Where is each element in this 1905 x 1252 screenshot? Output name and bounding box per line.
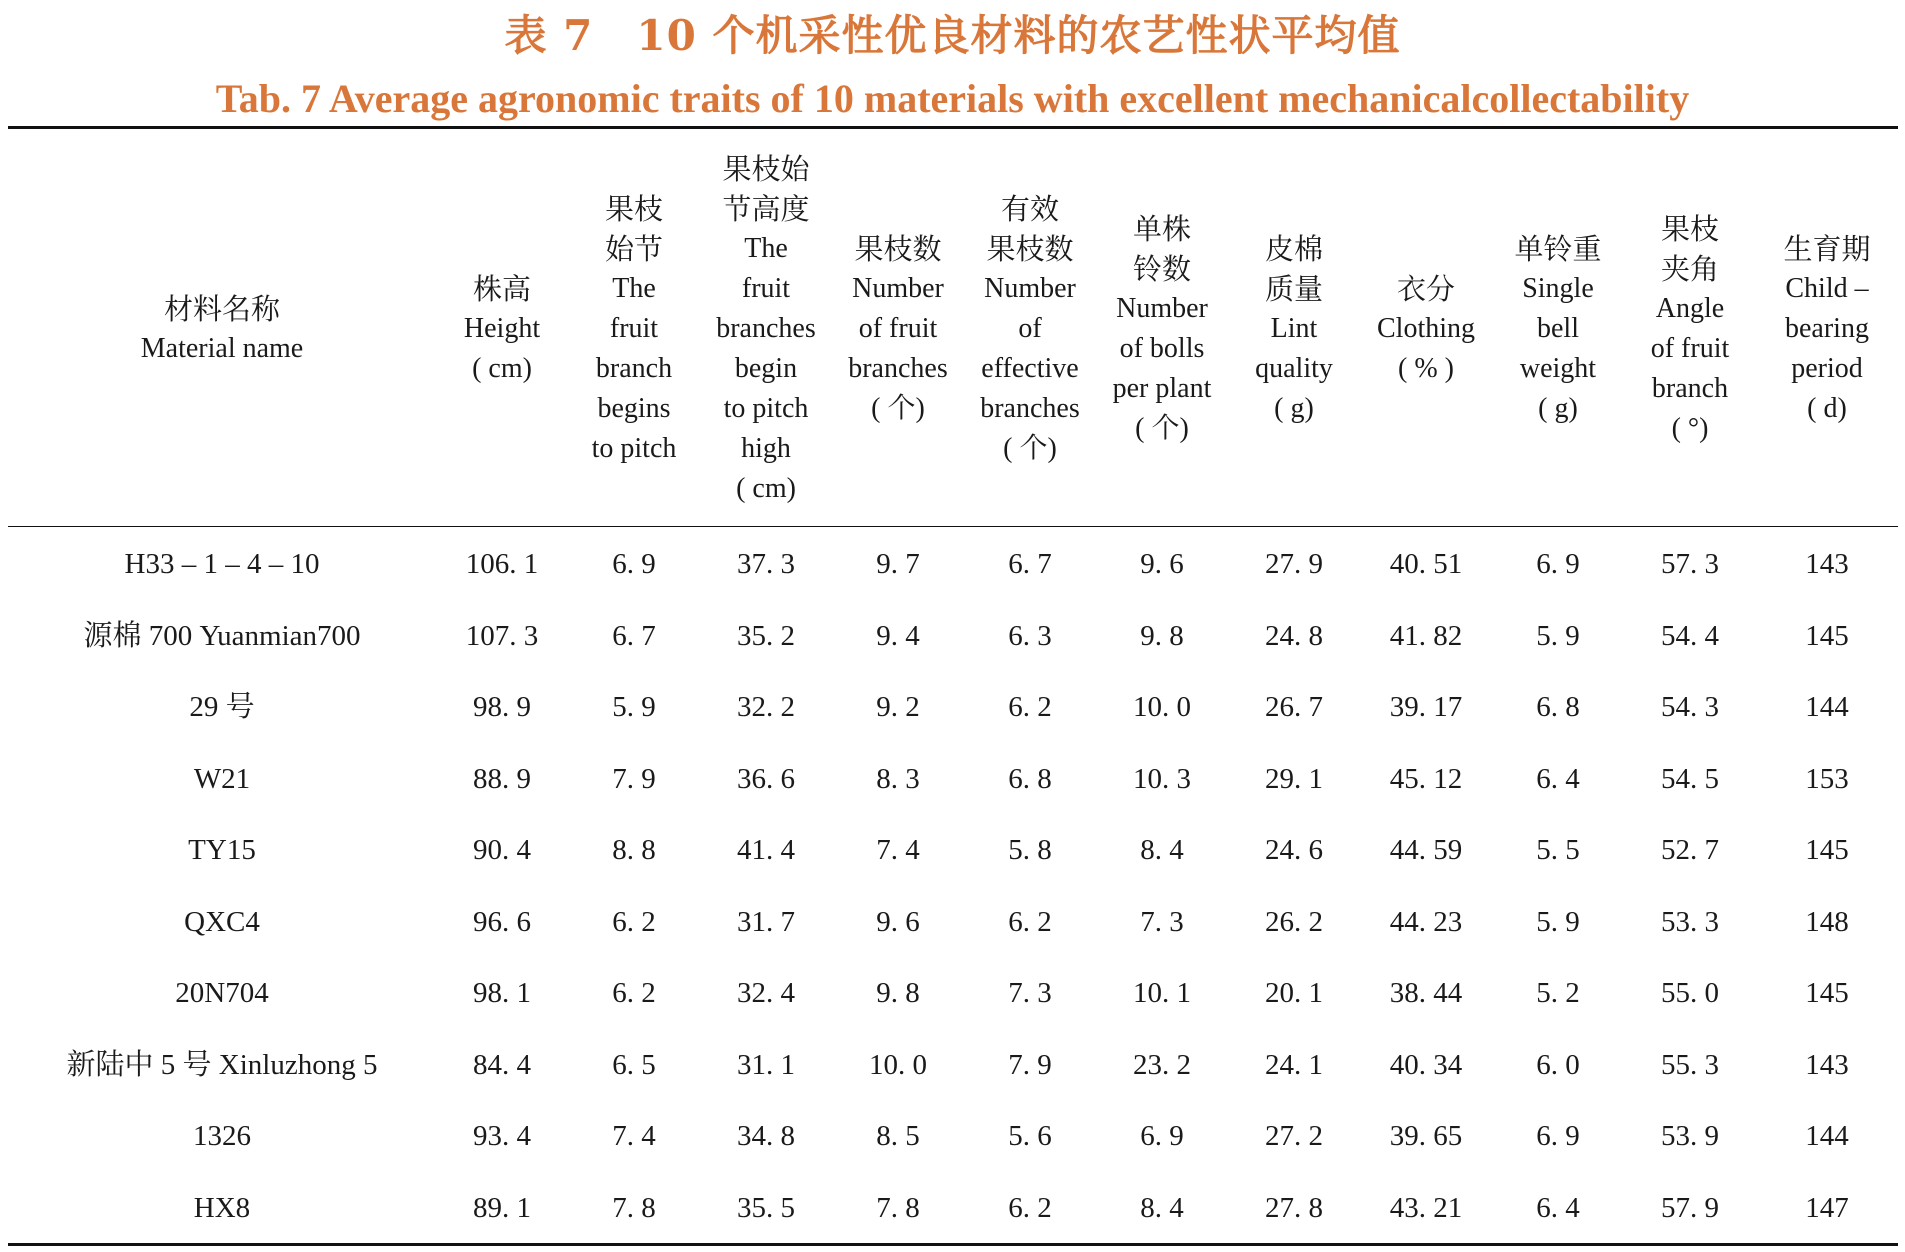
table-cell: 6. 7 — [612, 619, 656, 652]
table-cell: 9. 8 — [876, 977, 920, 1009]
table-cell: 54. 3 — [1661, 691, 1719, 723]
header-first-node-height — [700, 136, 832, 522]
header-first-fruit-node-en: The fruit branch begins to pitch — [591, 273, 677, 464]
table-cell: 6. 9 — [1140, 1120, 1184, 1152]
table-cell: 27. 2 — [1265, 1120, 1323, 1152]
table-row — [8, 600, 1898, 672]
header-first-node-height-cn: 果枝始 节高度 — [722, 152, 810, 226]
table-cell: 5. 2 — [1536, 977, 1580, 1009]
table-cell: 53. 3 — [1661, 905, 1719, 938]
table-cell: 57. 9 — [1661, 1191, 1719, 1224]
table-cell: 6. 2 — [612, 905, 656, 938]
header-fruit-branches-en: Number of fruit branches ( 个) — [848, 273, 948, 424]
table-cell: 31. 1 — [737, 1048, 795, 1081]
table-cell: 31. 7 — [737, 905, 795, 938]
table-cell: 41. 4 — [737, 834, 795, 866]
header-single-bell-weight-en: Single bell weight ( g) — [1519, 273, 1597, 424]
table-cell: 27. 9 — [1265, 548, 1323, 580]
table-cell: 7. 4 — [876, 834, 920, 866]
table-bottom-rule — [8, 1243, 1898, 1246]
table-cell: 45. 12 — [1389, 762, 1463, 795]
table-cell: 6. 7 — [1008, 548, 1052, 580]
table-cell: 44. 59 — [1389, 834, 1463, 866]
table-cell: 5. 9 — [1536, 905, 1580, 938]
table-cell: 40. 34 — [1389, 1048, 1463, 1081]
table-cell: 39. 65 — [1389, 1120, 1463, 1152]
header-material-name-en: Material name — [140, 333, 304, 364]
header-fruit-branches-cn: 果枝数 — [854, 232, 942, 266]
table-cell: 54. 4 — [1661, 619, 1719, 652]
header-first-fruit-node-cn: 果枝 始节 — [604, 192, 663, 266]
table-cell: 35. 5 — [737, 1191, 795, 1224]
table-cell: 9. 6 — [1140, 548, 1184, 580]
table-cell: 98. 9 — [473, 691, 531, 723]
header-growth-period-en: Child – bearing period ( d) — [1785, 273, 1869, 424]
table-cell: 27. 8 — [1265, 1191, 1323, 1224]
table-cell: 96. 6 — [473, 905, 531, 938]
material-name-cell: H33 – 1 – 4 – 10 — [124, 548, 320, 580]
table-cell: 29. 1 — [1265, 762, 1323, 795]
table-cell: 10. 3 — [1133, 762, 1191, 795]
table-cell: 24. 8 — [1265, 619, 1323, 652]
table-cell: 6. 2 — [1008, 1191, 1052, 1224]
table-row — [8, 814, 1898, 886]
table-cell: 5. 5 — [1536, 834, 1580, 866]
table-cell: 8. 5 — [876, 1120, 920, 1152]
table-cell: 53. 9 — [1661, 1120, 1719, 1152]
table-cell: 6. 2 — [612, 977, 656, 1009]
header-clothing-cn: 衣分 — [1396, 272, 1455, 306]
table-row — [8, 671, 1898, 743]
table-cell: 9. 2 — [876, 691, 920, 723]
table-cell: 36. 6 — [737, 762, 795, 795]
header-height-cn: 株高 — [472, 272, 531, 306]
header-height — [436, 136, 568, 522]
table-cell: 8. 4 — [1140, 834, 1184, 866]
table-cell: 7. 3 — [1140, 905, 1184, 938]
header-clothing-en: Clothing ( % ) — [1376, 313, 1475, 384]
table-cell: 37. 3 — [737, 548, 795, 580]
table-cell: 144 — [1805, 1120, 1849, 1152]
header-bolls-per-plant — [1096, 136, 1228, 522]
table-cell: 26. 2 — [1265, 905, 1323, 938]
table-cell: 89. 1 — [473, 1191, 531, 1224]
table-cell: 55. 0 — [1661, 977, 1719, 1009]
table-cell: 145 — [1805, 619, 1849, 652]
table-cell: 145 — [1805, 834, 1849, 866]
table-cell: 10. 0 — [869, 1048, 927, 1081]
table-cell: 6. 9 — [1536, 1120, 1580, 1152]
table-cell: 143 — [1805, 1048, 1849, 1081]
table-row — [8, 1100, 1898, 1172]
table-cell: 6. 8 — [1008, 762, 1052, 795]
table-cell: 10. 0 — [1133, 691, 1191, 723]
table-cell: 9. 7 — [876, 548, 920, 580]
table-cell: 93. 4 — [473, 1120, 531, 1152]
table-cell: 5. 9 — [1536, 619, 1580, 652]
table-cell: 9. 4 — [876, 619, 920, 652]
header-effective-branches — [964, 136, 1096, 522]
table-row — [8, 743, 1898, 815]
table-cell: 6. 4 — [1536, 1191, 1580, 1224]
table-cell: 7. 8 — [876, 1191, 920, 1224]
table-cell: 55. 3 — [1661, 1048, 1719, 1081]
material-name-cell: 1326 — [193, 1120, 251, 1152]
table-cell: 7. 9 — [1008, 1048, 1052, 1081]
header-material-name-cn: 材料名称 — [163, 292, 280, 326]
table-cell: 41. 82 — [1389, 619, 1463, 652]
header-fruit-branches — [832, 136, 964, 522]
table-cell: 7. 9 — [612, 762, 656, 795]
material-name-cell: 29 号 — [189, 691, 255, 723]
table-cell: 57. 3 — [1661, 548, 1719, 580]
header-height-en: Height ( cm) — [463, 313, 541, 384]
header-branch-angle — [1624, 136, 1756, 522]
table-cell: 9. 6 — [876, 905, 920, 938]
header-branch-angle-cn: 果枝 夹角 — [1660, 212, 1719, 286]
header-branch-angle-en: Angle of fruit branch ( °) — [1650, 293, 1730, 444]
table-cell: 38. 44 — [1389, 977, 1463, 1009]
table-cell: 52. 7 — [1661, 834, 1719, 866]
table-cell: 84. 4 — [473, 1048, 531, 1081]
table-cell: 8. 4 — [1140, 1191, 1184, 1224]
table-cell: 107. 3 — [465, 619, 539, 652]
header-effective-branches-en: Number of effective branches ( 个) — [980, 273, 1080, 464]
table-cell: 6. 8 — [1536, 691, 1580, 723]
material-name-cell: 20N704 — [175, 977, 269, 1009]
table-title-en: Tab. 7 Average agronomic traits of 10 materials with excellent mechanicalcollectability — [215, 76, 1690, 121]
header-bolls-per-plant-cn: 单株 铃数 — [1132, 212, 1191, 286]
table-cell: 54. 5 — [1661, 762, 1719, 795]
material-name-cell: 源棉 700 Yuanmian700 — [83, 619, 361, 652]
table-cell: 6. 4 — [1536, 762, 1580, 795]
table-cell: 10. 1 — [1133, 977, 1191, 1009]
table-cell: 143 — [1805, 548, 1849, 580]
table-row — [8, 528, 1898, 600]
table-cell: 34. 8 — [737, 1120, 795, 1152]
table-cell: 6. 0 — [1536, 1048, 1580, 1081]
header-single-bell-weight — [1492, 136, 1624, 522]
table-cell: 43. 21 — [1389, 1191, 1463, 1224]
table-cell: 5. 6 — [1008, 1120, 1052, 1152]
table-cell: 44. 23 — [1389, 905, 1463, 938]
table-top-rule — [8, 126, 1898, 129]
header-first-fruit-node — [568, 136, 700, 522]
table-cell: 20. 1 — [1265, 977, 1323, 1009]
table-cell: 6. 9 — [1536, 548, 1580, 580]
material-name-cell: W21 — [193, 762, 251, 795]
table-cell: 35. 2 — [737, 619, 795, 652]
table-row — [8, 957, 1898, 1029]
header-first-node-height-en: The fruit branches begin to pitch high ( cm) — [716, 233, 816, 504]
table-row — [8, 886, 1898, 958]
table-row — [8, 1029, 1898, 1101]
table-cell: 147 — [1805, 1191, 1849, 1224]
table-cell: 23. 2 — [1133, 1048, 1191, 1081]
material-name-cell: HX8 — [193, 1191, 251, 1224]
table-cell: 7. 3 — [1008, 977, 1052, 1009]
table-cell: 6. 2 — [1008, 905, 1052, 938]
table-cell: 98. 1 — [473, 977, 531, 1009]
header-effective-branches-cn: 有效 果枝数 — [986, 192, 1074, 266]
table-header-rule — [8, 526, 1898, 527]
table-cell: 145 — [1805, 977, 1849, 1009]
table-cell: 8. 3 — [876, 762, 920, 795]
table-cell: 39. 17 — [1389, 691, 1463, 723]
table-cell: 24. 1 — [1265, 1048, 1323, 1081]
table-cell: 32. 2 — [737, 691, 795, 723]
material-name-cell: 新陆中 5 号 Xinluzhong 5 — [66, 1048, 378, 1081]
table-cell: 153 — [1805, 762, 1849, 795]
table-row — [8, 1172, 1898, 1244]
header-lint-quality-cn: 皮棉 质量 — [1264, 232, 1323, 306]
table-cell: 6. 5 — [612, 1048, 656, 1081]
table-cell: 6. 9 — [612, 548, 656, 580]
header-lint-quality — [1228, 136, 1360, 522]
header-single-bell-weight-cn: 单铃重 — [1514, 232, 1602, 266]
table-cell: 106. 1 — [465, 548, 539, 580]
table-cell: 5. 8 — [1008, 834, 1052, 866]
table-cell: 24. 6 — [1265, 834, 1323, 866]
table-cell: 40. 51 — [1389, 548, 1463, 580]
table-cell: 9. 8 — [1140, 619, 1184, 652]
material-name-cell: QXC4 — [184, 905, 260, 938]
header-bolls-per-plant-en: Number of bolls per plant ( 个) — [1112, 293, 1212, 444]
header-clothing — [1360, 136, 1492, 522]
table-cell: 90. 4 — [473, 834, 531, 866]
header-growth-period — [1756, 136, 1898, 522]
table-cell: 7. 4 — [612, 1120, 656, 1152]
table-cell: 5. 9 — [612, 691, 656, 723]
table-cell: 26. 7 — [1265, 691, 1323, 723]
table-cell: 144 — [1805, 691, 1849, 723]
header-material-name — [8, 136, 436, 522]
header-growth-period-cn: 生育期 — [1783, 232, 1871, 266]
table-title-cn: 表 7 10 个机采性优良材料的农艺性状平均值 — [504, 11, 1401, 60]
table-cell: 6. 2 — [1008, 691, 1052, 723]
table-cell: 6. 3 — [1008, 619, 1052, 652]
table-cell: 88. 9 — [473, 762, 531, 795]
table-cell: 32. 4 — [737, 977, 795, 1009]
table-cell: 7. 8 — [612, 1191, 656, 1224]
material-name-cell: TY15 — [188, 834, 256, 866]
table-cell: 8. 8 — [612, 834, 656, 866]
table-cell: 148 — [1805, 905, 1849, 938]
header-lint-quality-en: Lint quality ( g) — [1255, 313, 1333, 424]
